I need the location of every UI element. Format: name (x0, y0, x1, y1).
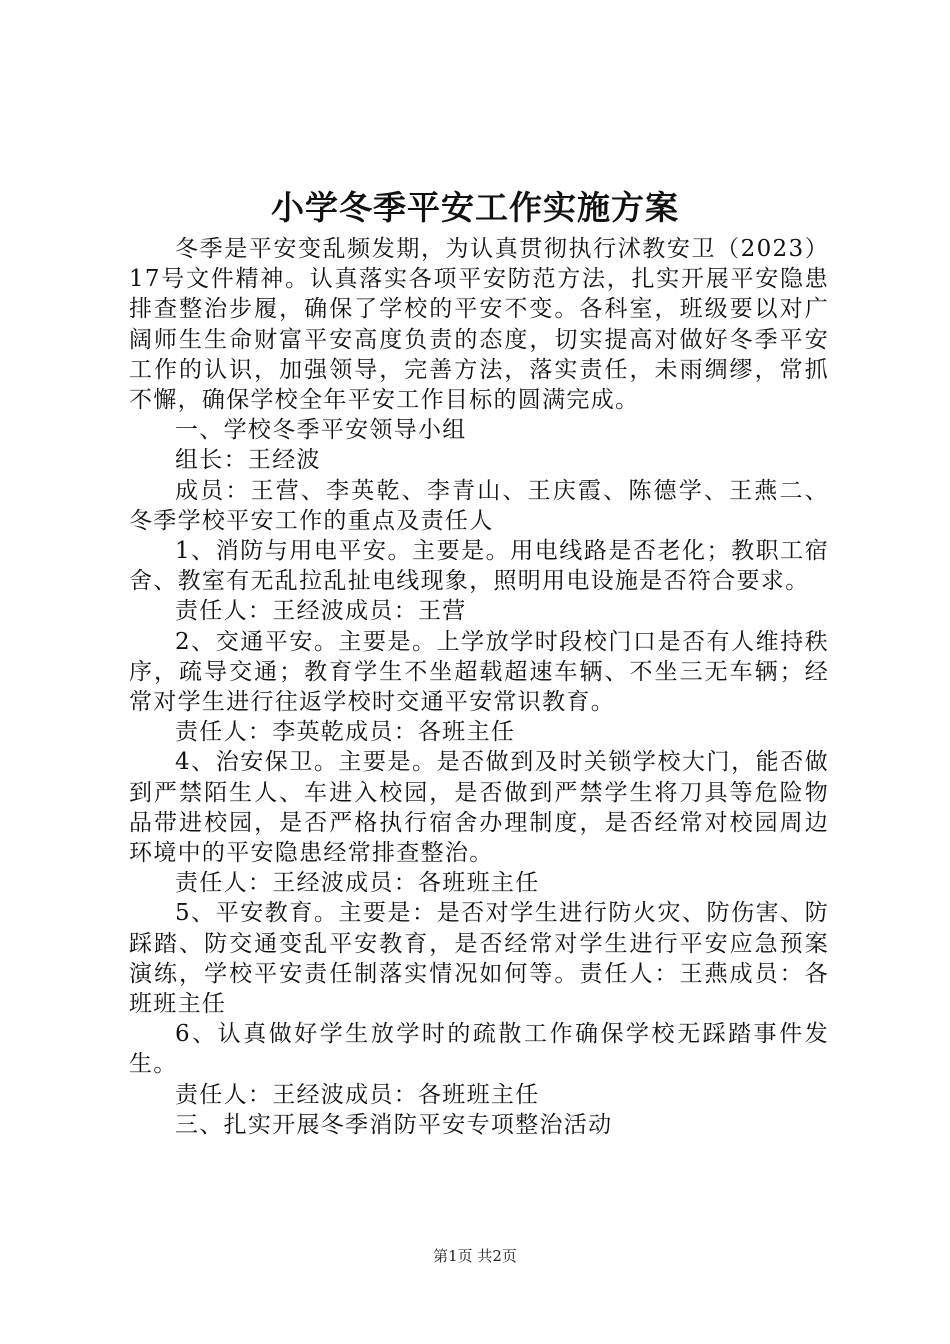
responsible-security: 责任人：王经波成员：各班班主任 (175, 870, 540, 897)
responsible-traffic: 责任人：李英乾成员：各班主任 (175, 719, 516, 746)
page-number: 第1页 共2页 (433, 1247, 517, 1265)
item-evacuation: 6、认真做好学生放学时的疏散工作确保学校无踩踏事件发生。 (129, 1021, 829, 1078)
section-heading-fire-campaign: 三、扎实开展冬季消防平安专项整治活动 (175, 1111, 613, 1138)
section-heading-leadership: 一、学校冬季平安领导小组 (175, 417, 467, 444)
document-body (129, 234, 829, 1140)
item-education: 5、平安教育。主要是：是否对学生进行防火灾、防伤害、防踩踏、防交通变乱平安教育，是否经常对学生进行平安应急预案演练，学校平安责任制落实情况如何等。责任人：王燕成员：各班班主任 (129, 900, 829, 1018)
responsible-evacuation: 责任人：王经波成员：各班班主任 (175, 1081, 540, 1108)
responsible-fire: 责任人：王经波成员：王营 (175, 598, 467, 625)
leader-line: 组长：王经波 (175, 447, 321, 474)
item-traffic: 2、交通平安。主要是。上学放学时段校门口是否有人维持秩序，疏导交通；教育学生不坐超载超速车辆、不坐三无车辆；经常对学生进行往返学校时交通平安常识教育。 (129, 628, 829, 716)
document-title: 小学冬季平安工作实施方案 (271, 188, 679, 227)
intro-paragraph: 冬季是平安变乱频发期，为认真贯彻执行沭教安卫（2023）17号文件精神。认真落实各项平安防范方法，扎实开展平安隐患排查整治步履，确保了学校的平安不变。各科室，班级要以对广阔师生生命财富平安高度负责的态度，切实提高对做好冬季平安工作的认识，加强领导，完善方法，落实责任，未雨绸缪，常抓不懈，确保学校全年平安工作目标的圆满完成。 (129, 236, 829, 414)
item-security: 4、治安保卫。主要是。是否做到及时关锁学校大门，能否做到严禁陌生人、车进入校园，是否做到严禁学生将刀具等危险物品带进校园，是否严格执行宿舍办理制度，是否经常对校园周边环境中的平安隐患经常排查整治。 (129, 749, 829, 867)
item-fire-electricity: 1、消防与用电平安。主要是。用电线路是否老化；教职工宿舍、教室有无乱拉乱扯电线现象，照明用电设施是否符合要求。 (129, 538, 829, 595)
members-line: 成员：王营、李英乾、李青山、王庆霞、陈德学、王燕二、冬季学校平安工作的重点及责任人 (129, 477, 829, 534)
